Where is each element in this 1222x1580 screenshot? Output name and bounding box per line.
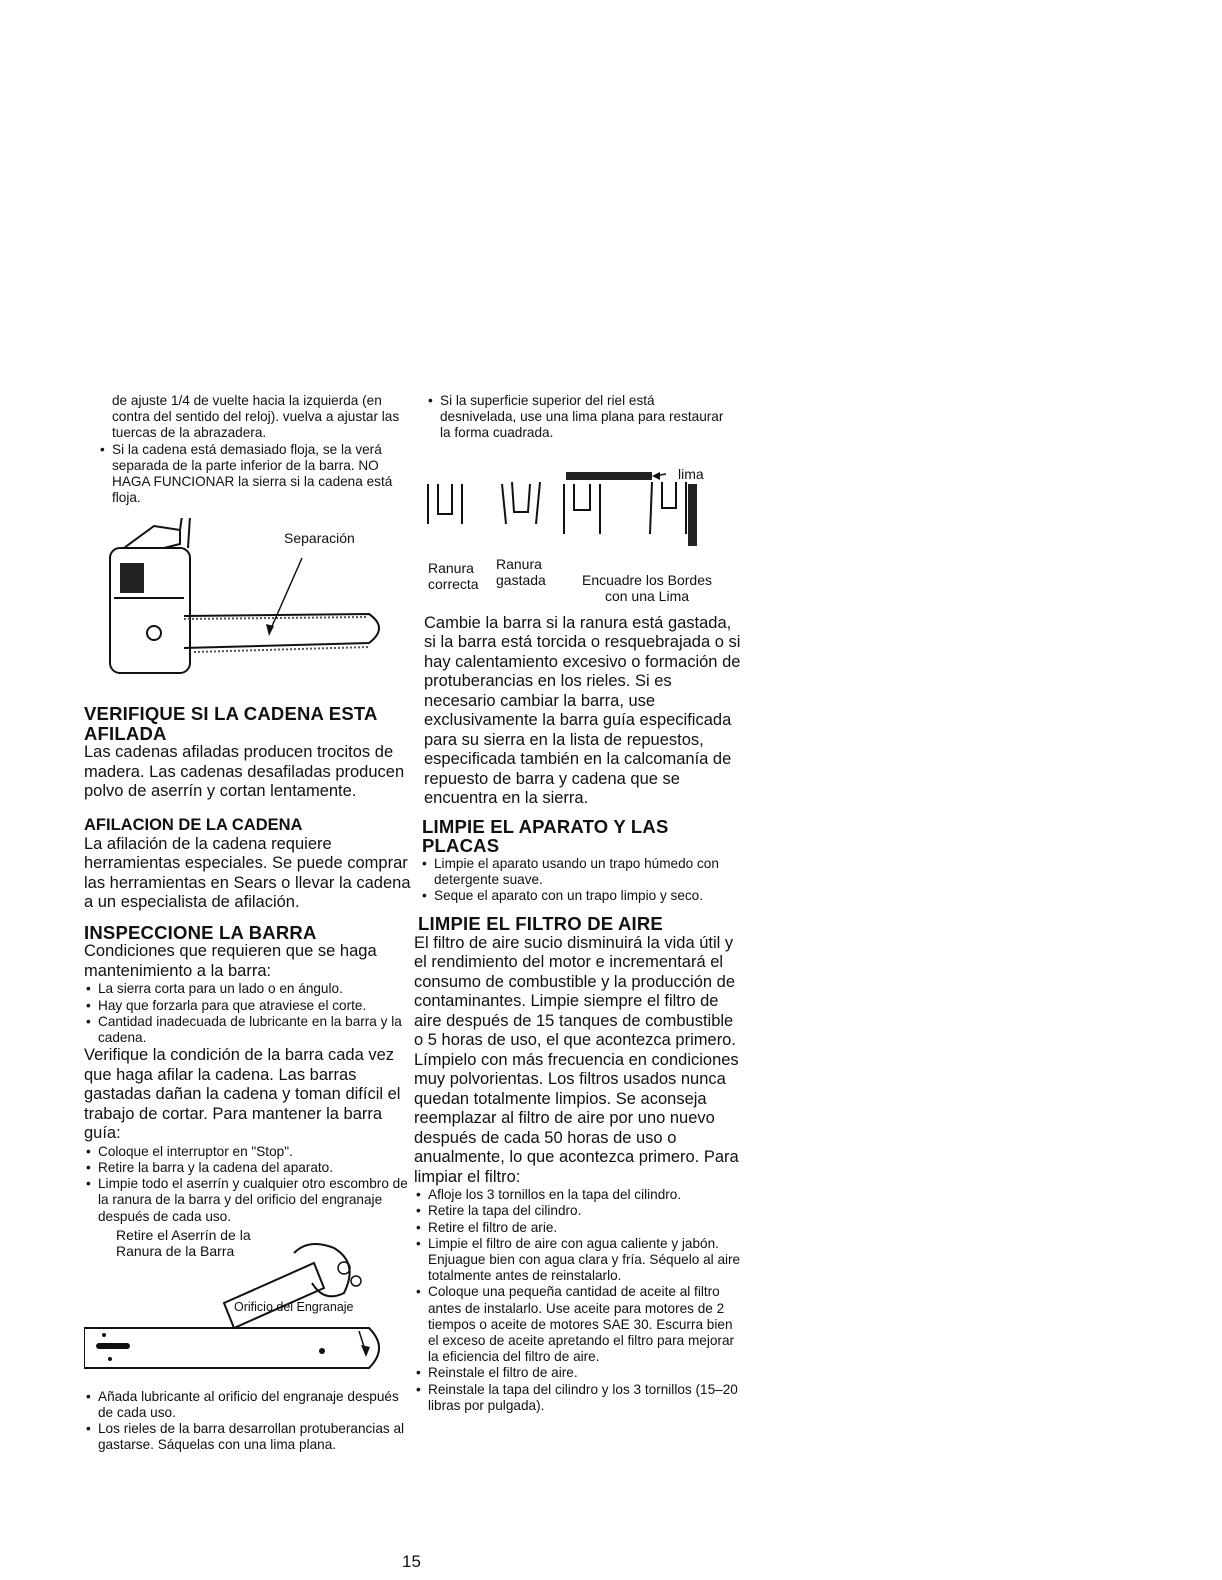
rail-groove-figure (414, 464, 744, 624)
sharpness-text: Las cadenas afiladas producen trocitos de madera. Las cadenas desafiladas producen polvo de aserrín y cortan lentamente. (84, 743, 405, 801)
sharpening-text: La afilación de la cadena requiere herramientas especiales. Se puede comprar las herramientas en Sears o llevar la cadena a un especialista de afilación. (84, 834, 411, 912)
heading-inspect-bar: INSPECCIONE LA BARRA (84, 921, 317, 943)
list-item: • Limpie el filtro de aire con agua caliente y jabón. Enjuague bien con agua clara y fría. Séquelo al aire totalmente antes de reinstalarlo. (414, 1236, 744, 1285)
intro-text: de ajuste 1/4 de vuelte hacia la izquierda (en contra del sentido del reloj). vuelva a ajustar las tuercas de la abrazadera. (112, 393, 400, 441)
list-item: • Cantidad inadecuada de lubricante en la barra y la cadena. (84, 1014, 414, 1046)
list-item: • Reinstale la tapa del cilindro y los 3 tornillos (15–20 libras por pulgada). (414, 1382, 744, 1414)
bar-care-list (84, 1389, 414, 1454)
list-item: • Coloque el interruptor en "Stop". (84, 1144, 414, 1160)
list-item: • La sierra corta para un lado o en ángulo. (84, 981, 414, 997)
clean-unit-list (414, 856, 744, 905)
separation-label: Separación (284, 530, 355, 547)
right-column (414, 393, 744, 1414)
bar-replace-text: Cambie la barra si la ranura está gastada, si la barra está torcida o resquebrajada o si hay calentamiento excesivo o formación de protuberancias en los rieles. Si es necesario cambiar la barra, use exclusivamente la barra guía especificada para su sierra en la lista de repuestos, especificada también en la calcomanía de repuesto de barra y cadena que se encuentra en la sierra. (424, 613, 741, 808)
heading-clean-unit: LIMPIE EL APARATO Y LAS PLACAS (422, 815, 669, 857)
list-item: • Limpie el aparato usando un trapo húmedo con detergente suave. (420, 856, 744, 888)
bar-conditions-list (84, 981, 414, 1046)
list-item: • Coloque una pequeña cantidad de aceite al filtro antes de instalarlo. Use aceite para motores de 2 tiempos o aceite de motores SAE 30. Escurra bien el exceso de aceite apretando el filtro para mejorar la eficiencia del filtro de aire. (414, 1284, 744, 1365)
file-label: lima (678, 465, 704, 482)
air-filter-steps-list (414, 1187, 744, 1414)
groove-correct-label: Ranura correcta (428, 559, 479, 592)
bar-maintenance-list (84, 1144, 414, 1225)
list-item: • Reinstale el filtro de aire. (414, 1365, 744, 1381)
bar-cleaning-figure (84, 1226, 414, 1383)
gear-hole-label: Orificio del Engranaje (234, 1299, 354, 1314)
list-item: • Afloje los 3 tornillos en la tapa del cilindro. (414, 1187, 744, 1203)
list-item: • Limpie todo el aserrín y cualquier otro escombro de la ranura de la barra y del orificio del engranaje después de cada uso. (84, 1176, 414, 1225)
chainsaw-illustration (84, 518, 414, 688)
chain-separation-figure (84, 518, 414, 688)
rail-bullet-list (414, 393, 726, 442)
list-item: • Si la cadena está demasiado floja, se la verá separada de la parte inferior de la barra. NO HAGA FUNCIONAR la sierra si la cadena está floja. (98, 442, 408, 507)
remove-sawdust-label: Retire el Aserrín de la Ranura de la Barra (116, 1226, 251, 1259)
heading-check-sharpness: VERIFIQUE SI LA CADENA ESTA AFILADA (84, 703, 377, 744)
list-item: • Retire la barra y la cadena del aparato. (84, 1160, 414, 1176)
list-item: • Seque el aparato con un trapo limpio y seco. (420, 888, 744, 904)
groove-worn-label: Ranura gastada (496, 555, 546, 588)
list-item: • Retire el filtro de arie. (414, 1220, 744, 1236)
air-filter-text: El filtro de aire sucio disminuirá la vida útil y el rendimiento del motor e incrementará el consumo de combustible y la producción de contaminantes. Limpie siempre el filtro de aire después de 15 tanques de combustible o 5 horas de uso, el que acontezca primero. Límpielo con más frecuencia en condiciones muy polvorientas. Los filtros usados nunca quedan totalmente limpios. Se aconseja reemplazar al filtro de aire por uno nuevo después de cada 50 horas de uso o anualmente, lo que acontezca primero. Para limpiar el filtro: (414, 933, 739, 1186)
list-item: • Los rieles de la barra desarrollan protuberancias al gastarse. Sáquelas con una lima plana. (84, 1421, 414, 1453)
list-item: • Retire la tapa del cilindro. (414, 1203, 744, 1219)
left-column (84, 393, 414, 1454)
bar-maintenance-text: Verifique la condición de la barra cada vez que haga afilar la cadena. Las barras gastadas dañan la cadena y toman difícil el trabajo de cortar. Para mantener la barra guía: (84, 1046, 401, 1143)
list-item: • Si la superficie superior del riel está desnivelada, use una lima plana para restaurar la forma cuadrada. (426, 393, 726, 442)
page-number: 15 (402, 1552, 421, 1571)
heading-clean-air-filter: LIMPIE EL FILTRO DE AIRE (418, 913, 663, 935)
square-edges-label: Encuadre los Bordes con una Lima (582, 571, 712, 604)
intro-bullet-list (84, 442, 408, 507)
list-item: • Hay que forzarla para que atraviese el corte. (84, 998, 414, 1014)
bar-conditions-text: Condiciones que requieren que se haga mantenimiento a la barra: (84, 942, 377, 980)
heading-sharpening: AFILACION DE LA CADENA (84, 815, 303, 834)
list-item: • Añada lubricante al orificio del engranaje después de cada uso. (84, 1389, 414, 1421)
